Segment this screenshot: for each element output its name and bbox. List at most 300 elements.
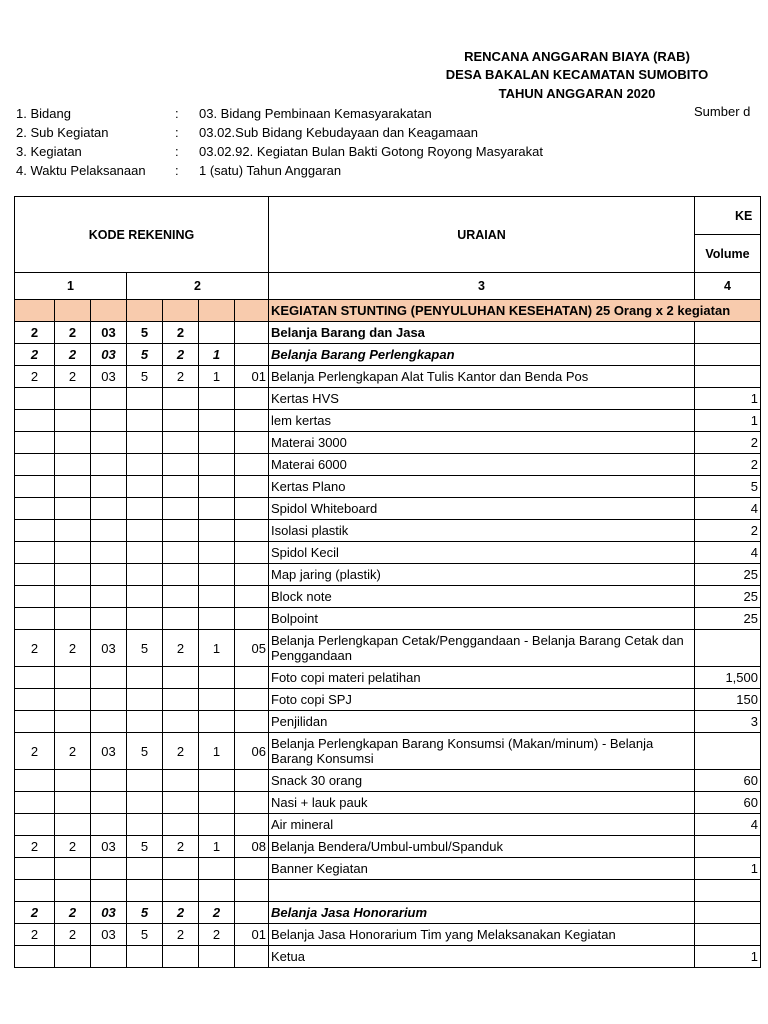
table-row [15,814,761,836]
code-cell [199,946,235,968]
info-colon: : [175,144,179,159]
code-cell [163,792,199,814]
code-cell: 2 [15,322,55,344]
description-cell: lem kertas [269,410,695,432]
code-cell: 5 [127,322,163,344]
code-cell [91,388,127,410]
table-row [15,344,761,366]
description-cell: Banner Kegiatan [269,858,695,880]
table-row [15,608,761,630]
info-value: 1 (satu) Tahun Anggaran [199,163,342,178]
table-row [15,520,761,542]
description-cell: Spidol Kecil [269,542,695,564]
code-cell [15,476,55,498]
code-cell [163,814,199,836]
code-cell [127,858,163,880]
table-row [15,770,761,792]
code-cell [163,454,199,476]
header-num-1: 1 [15,273,127,300]
info-value: 03. Bidang Pembinaan Kemasyarakatan [199,106,432,121]
source-label: Sumber d [694,104,751,119]
code-cell [199,564,235,586]
code-cell [199,792,235,814]
code-cell: 1 [199,836,235,858]
code-cell: 2 [55,836,91,858]
table-row [15,946,761,968]
code-cell: 03 [91,344,127,366]
code-cell [235,410,269,432]
code-cell [91,814,127,836]
code-cell [91,454,127,476]
code-cell: 1 [199,733,235,770]
code-cell [163,520,199,542]
table-row [15,322,761,344]
code-cell: 05 [235,630,269,667]
code-cell [235,880,269,902]
code-cell [235,858,269,880]
table-row [15,792,761,814]
code-cell [163,608,199,630]
code-cell: 5 [127,630,163,667]
code-cell [55,564,91,586]
table-row [15,689,761,711]
code-cell [127,667,163,689]
info-label: 1. Bidang [16,106,71,121]
description-cell: Kertas Plano [269,476,695,498]
code-cell: 2 [163,902,199,924]
info-colon: : [175,125,179,140]
volume-cell [695,322,761,344]
code-cell [163,667,199,689]
code-cell [55,454,91,476]
code-cell [55,792,91,814]
code-cell [15,792,55,814]
volume-cell: 5 [695,476,761,498]
code-cell: 03 [91,366,127,388]
code-cell [163,388,199,410]
table-row [15,902,761,924]
code-cell [15,410,55,432]
code-cell [235,498,269,520]
volume-cell [695,733,761,770]
code-cell [235,432,269,454]
code-cell [15,946,55,968]
volume-cell [695,366,761,388]
code-cell [91,410,127,432]
volume-cell: 25 [695,608,761,630]
code-cell [127,432,163,454]
code-cell [91,608,127,630]
table-row [15,711,761,733]
volume-cell: 4 [695,814,761,836]
code-cell [127,498,163,520]
code-cell: 03 [91,924,127,946]
info-colon: : [175,106,179,121]
code-cell [163,711,199,733]
code-cell [55,880,91,902]
description-cell: Isolasi plastik [269,520,695,542]
code-cell [199,689,235,711]
table-row [15,432,761,454]
info-value: 03.02.Sub Bidang Kebudayaan dan Keagamaan [199,125,479,140]
code-cell [15,814,55,836]
code-cell [235,388,269,410]
header-ke: KE [695,197,761,235]
description-cell: Foto copi SPJ [269,689,695,711]
volume-cell: 1 [695,388,761,410]
code-cell [15,689,55,711]
code-cell [163,542,199,564]
description-cell: Belanja Perlengkapan Barang Konsumsi (Makan/minum) - Belanja Barang Konsumsi [269,733,695,770]
code-cell [15,667,55,689]
volume-cell [695,630,761,667]
code-cell [199,586,235,608]
code-cell: 2 [55,322,91,344]
description-cell: Foto copi materi pelatihan [269,667,695,689]
table-row [15,410,761,432]
code-cell [91,880,127,902]
code-cell [15,454,55,476]
code-cell [127,520,163,542]
code-cell [235,586,269,608]
code-cell: 5 [127,344,163,366]
code-cell [199,520,235,542]
code-cell [199,667,235,689]
table-row [15,476,761,498]
code-cell: 1 [199,366,235,388]
code-cell [55,667,91,689]
code-cell [91,498,127,520]
code-cell: 2 [199,902,235,924]
code-cell: 2 [163,344,199,366]
table-row [15,388,761,410]
code-cell: 2 [15,924,55,946]
code-cell [127,564,163,586]
header-uraian: URAIAN [269,197,695,273]
code-cell: 5 [127,733,163,770]
table-row [15,667,761,689]
code-cell [91,667,127,689]
description-cell: Belanja Jasa Honorarium Tim yang Melaksanakan Kegiatan [269,924,695,946]
code-cell [199,476,235,498]
volume-cell: 2 [695,432,761,454]
code-cell: 2 [163,733,199,770]
code-cell [91,542,127,564]
header-num-2: 2 [127,273,269,300]
code-cell [15,432,55,454]
description-cell: Spidol Whiteboard [269,498,695,520]
code-cell [235,689,269,711]
info-colon: : [175,163,179,178]
code-cell: 2 [55,344,91,366]
description-cell: Ketua [269,946,695,968]
code-cell [15,608,55,630]
description-cell: Bolpoint [269,608,695,630]
code-cell [235,770,269,792]
code-cell: 5 [127,924,163,946]
code-cell: 2 [55,630,91,667]
code-cell [15,770,55,792]
code-cell: 01 [235,366,269,388]
volume-cell [695,902,761,924]
code-cell [55,410,91,432]
code-cell [235,814,269,836]
code-cell [163,858,199,880]
volume-cell: 1,500 [695,667,761,689]
doc-title: RENCANA ANGGARAN BIAYA (RAB) [464,49,690,64]
volume-cell [695,836,761,858]
code-cell [163,880,199,902]
code-cell: 2 [55,733,91,770]
volume-cell: 4 [695,498,761,520]
table-row [15,836,761,858]
info-label: 2. Sub Kegiatan [16,125,109,140]
code-cell [199,454,235,476]
description-cell: Kertas HVS [269,388,695,410]
description-cell: Materai 3000 [269,432,695,454]
code-cell: 03 [91,733,127,770]
code-cell [55,858,91,880]
code-cell [55,388,91,410]
code-cell: 2 [15,902,55,924]
code-cell [91,946,127,968]
code-cell: 03 [91,630,127,667]
code-cell [235,476,269,498]
code-cell: 1 [199,630,235,667]
code-cell [15,542,55,564]
code-cell [127,608,163,630]
volume-cell: 3 [695,711,761,733]
volume-cell [695,880,761,902]
code-cell: 03 [91,322,127,344]
code-cell [55,711,91,733]
code-cell: 2 [15,733,55,770]
volume-cell: 4 [695,542,761,564]
code-cell: 2 [55,924,91,946]
code-cell [235,542,269,564]
description-cell: Penjilidan [269,711,695,733]
code-cell [163,946,199,968]
volume-cell: 25 [695,564,761,586]
code-cell [55,520,91,542]
code-cell [163,432,199,454]
code-cell [235,454,269,476]
code-cell [235,344,269,366]
table-row [15,498,761,520]
table-row [15,366,761,388]
description-cell: Snack 30 orang [269,770,695,792]
code-cell [91,792,127,814]
code-cell [163,564,199,586]
code-cell [15,586,55,608]
code-cell: 2 [15,344,55,366]
table-row [15,542,761,564]
table-row [15,924,761,946]
code-cell [199,432,235,454]
code-cell [91,711,127,733]
code-cell: 03 [91,836,127,858]
code-cell: 5 [127,902,163,924]
code-cell [199,542,235,564]
code-cell: 06 [235,733,269,770]
table-row [15,586,761,608]
code-cell [127,586,163,608]
code-cell [15,498,55,520]
code-cell [235,564,269,586]
code-cell [55,586,91,608]
code-cell [163,410,199,432]
code-cell: 2 [55,902,91,924]
code-cell [55,498,91,520]
volume-cell: 60 [695,770,761,792]
volume-cell: 1 [695,946,761,968]
code-cell: 2 [163,322,199,344]
volume-cell: 25 [695,586,761,608]
code-cell: 03 [91,902,127,924]
table-row [15,733,761,770]
code-cell: 2 [199,924,235,946]
volume-cell: 150 [695,689,761,711]
code-cell [91,586,127,608]
code-cell [91,520,127,542]
table-row [15,858,761,880]
table-row [15,564,761,586]
code-cell [235,667,269,689]
description-cell: Belanja Jasa Honorarium [269,902,695,924]
budget-table [14,196,761,968]
code-cell [127,770,163,792]
code-cell [55,608,91,630]
code-cell [55,689,91,711]
code-cell: 2 [163,630,199,667]
code-cell [235,322,269,344]
header-num-4: 4 [695,273,761,300]
description-cell: Materai 6000 [269,454,695,476]
code-cell [235,946,269,968]
code-cell: 2 [55,366,91,388]
info-value: 03.02.92. Kegiatan Bulan Bakti Gotong Royong Masyarakat [199,144,543,159]
table-row [15,880,761,902]
description-cell: Belanja Perlengkapan Cetak/Penggandaan - Belanja Barang Cetak dan Penggandaan [269,630,695,667]
code-cell [199,410,235,432]
code-cell [163,586,199,608]
code-cell [163,689,199,711]
table-row [15,454,761,476]
code-cell [91,858,127,880]
code-cell: 5 [127,366,163,388]
code-cell [199,608,235,630]
header-kode-rekening: KODE REKENING [15,197,269,273]
volume-cell: 1 [695,410,761,432]
volume-cell [695,924,761,946]
code-cell: 01 [235,924,269,946]
code-cell [91,476,127,498]
description-cell: Belanja Barang Perlengkapan [269,344,695,366]
volume-cell: 2 [695,454,761,476]
code-cell [199,711,235,733]
code-cell [55,770,91,792]
description-cell: Air mineral [269,814,695,836]
code-cell [91,564,127,586]
description-cell: Belanja Barang dan Jasa [269,322,695,344]
description-cell: Belanja Bendera/Umbul-umbul/Spanduk [269,836,695,858]
code-cell: 2 [15,836,55,858]
code-cell [127,814,163,836]
info-label: 4. Waktu Pelaksanaan [16,163,146,178]
code-cell [127,542,163,564]
code-cell: 1 [199,344,235,366]
code-cell [127,410,163,432]
header-num-3: 3 [269,273,695,300]
code-cell [163,476,199,498]
code-cell [199,322,235,344]
code-cell: 2 [15,366,55,388]
code-cell [127,946,163,968]
code-cell [235,520,269,542]
code-cell [199,814,235,836]
code-cell [127,689,163,711]
activity-title: KEGIATAN STUNTING (PENYULUHAN KESEHATAN) 25 Orang x 2 kegiatan [269,300,761,322]
code-cell [127,880,163,902]
code-cell [235,711,269,733]
code-cell [199,388,235,410]
volume-cell [695,344,761,366]
code-cell [127,454,163,476]
code-cell: 5 [127,836,163,858]
doc-subtitle-year: TAHUN ANGGARAN 2020 [498,86,656,101]
code-cell [55,432,91,454]
doc-subtitle-village: DESA BAKALAN KECAMATAN SUMOBITO [445,67,709,82]
volume-cell: 2 [695,520,761,542]
code-cell: 08 [235,836,269,858]
code-cell: 2 [163,836,199,858]
header-volume: Volume [695,235,761,273]
code-cell [91,432,127,454]
code-cell [15,858,55,880]
code-cell [55,814,91,836]
code-cell [127,711,163,733]
code-cell [55,476,91,498]
code-cell [163,770,199,792]
code-cell [163,498,199,520]
code-cell [91,689,127,711]
code-cell [199,858,235,880]
code-cell [15,564,55,586]
code-cell [127,476,163,498]
description-cell: Belanja Perlengkapan Alat Tulis Kantor dan Benda Pos [269,366,695,388]
description-cell [269,880,695,902]
code-cell: 2 [163,366,199,388]
description-cell: Nasi + lauk pauk [269,792,695,814]
code-cell [235,608,269,630]
info-label: 3. Kegiatan [16,144,82,159]
code-cell [55,946,91,968]
volume-cell: 60 [695,792,761,814]
code-cell [127,792,163,814]
code-cell [199,498,235,520]
code-cell [15,880,55,902]
code-cell [91,770,127,792]
code-cell [15,711,55,733]
code-cell: 2 [163,924,199,946]
volume-cell: 1 [695,858,761,880]
code-cell [235,792,269,814]
code-cell [235,902,269,924]
code-cell [15,388,55,410]
code-cell [199,770,235,792]
code-cell [15,520,55,542]
table-row [15,630,761,667]
